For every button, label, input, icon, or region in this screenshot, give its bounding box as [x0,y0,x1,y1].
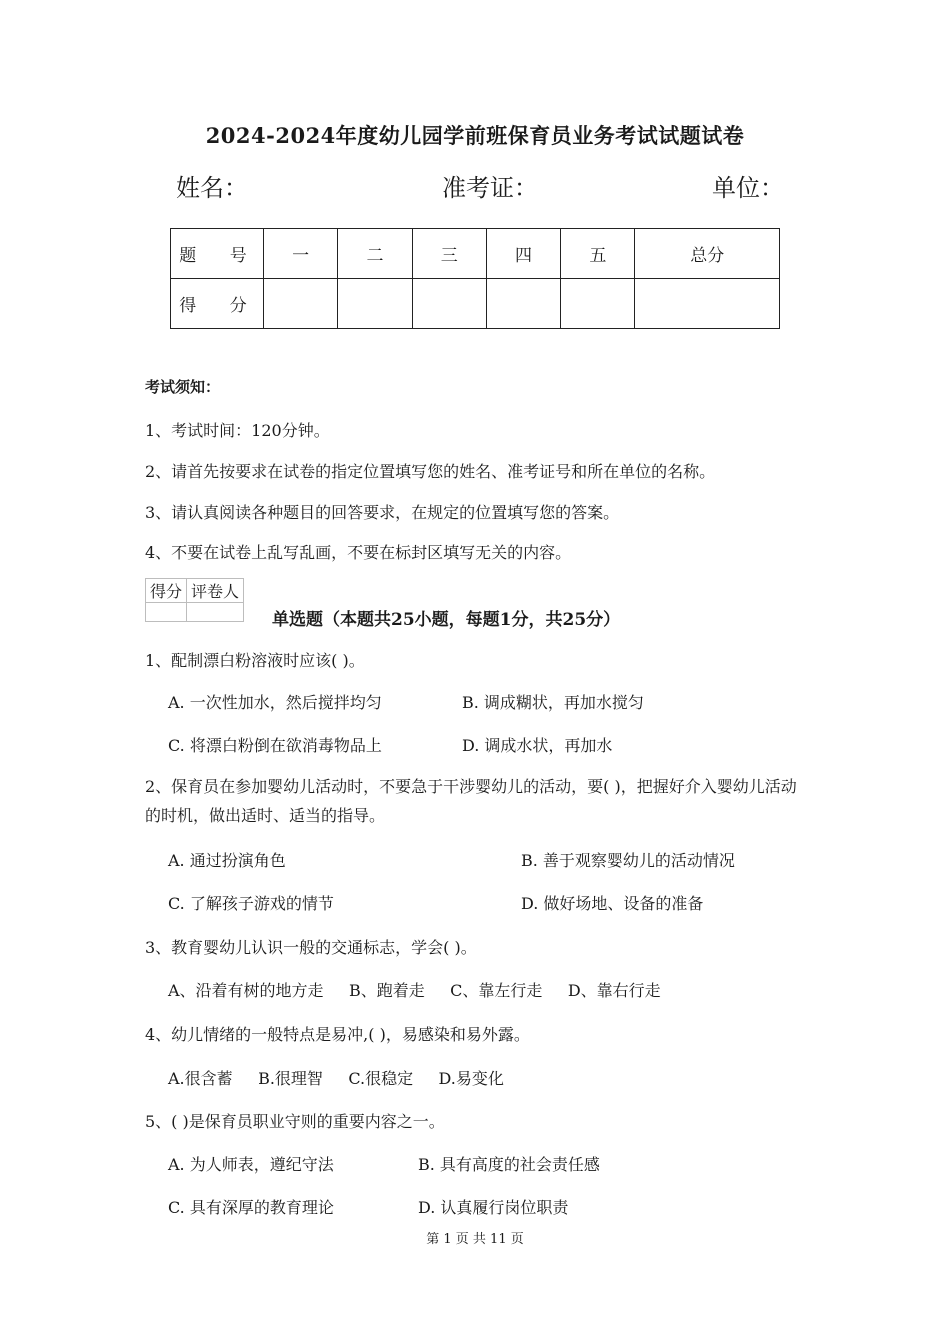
col-header-5: 五 [561,229,635,279]
question-1-option-b[interactable]: B. 调成糊状，再加水搅匀 [462,693,644,712]
score-table-header-row [171,229,780,279]
question-1-option-c[interactable]: C. 将漂白粉倒在欲消毒物品上 [168,736,382,755]
question-5-stem: 5、( )是保育员职业守则的重要内容之一。 [145,1112,445,1131]
notice-heading: 考试须知： [145,378,221,396]
notice-item-1: 1、考试时间：120分钟。 [145,421,330,440]
question-4-stem: 4、幼儿情绪的一般特点是易冲,( )，易感染和易外露。 [145,1025,530,1044]
row-label-question-number: 题 号 [171,229,264,279]
question-3-stem: 3、教育婴幼儿认识一般的交通标志，学会( )。 [145,938,477,957]
notice-item-4: 4、不要在试卷上乱写乱画，不要在标封区填写无关的内容。 [145,543,572,562]
unit-field-label: 单位： [712,174,784,202]
score-cell-total[interactable] [635,279,780,329]
notice-item-3: 3、请认真阅读各种题目的回答要求，在规定的位置填写您的答案。 [145,503,620,522]
question-5-option-c[interactable]: C. 具有深厚的教育理论 [168,1198,334,1217]
question-2-option-c[interactable]: C. 了解孩子游戏的情节 [168,894,334,913]
score-cell-1[interactable] [264,279,338,329]
question-5-option-b[interactable]: B. 具有高度的社会责任感 [418,1155,600,1174]
grader-box [145,578,244,622]
col-header-1: 一 [264,229,338,279]
score-cell-4[interactable] [486,279,560,329]
grader-name-cell[interactable] [187,603,244,622]
exam-number-field-label: 准考证： [442,174,538,202]
question-5-option-d[interactable]: D. 认真履行岗位职责 [418,1198,569,1217]
question-2-stem: 2、保育员在参加婴幼儿活动时，不要急于干涉婴幼儿的活动，要( )，把握好介入婴幼儿活动的时机，做出适时、适当的指导。 [145,777,797,825]
score-cell-3[interactable] [412,279,486,329]
page-footer: 第 1 页 共 11 页 [426,1232,524,1247]
grader-score-label: 得分 [146,579,187,603]
notice-item-2: 2、请首先按要求在试卷的指定位置填写您的姓名、准考证号和所在单位的名称。 [145,462,716,481]
col-header-2: 二 [338,229,412,279]
score-cell-5[interactable] [561,279,635,329]
name-field-label: 姓名： [176,174,248,202]
score-cell-2[interactable] [338,279,412,329]
section-title: 单选题（本题共25小题，每题1分，共25分） [272,610,621,630]
grader-score-cell[interactable] [146,603,187,622]
question-2-option-a[interactable]: A. 通过扮演角色 [168,851,286,870]
row-label-score: 得 分 [171,279,264,329]
score-table [170,228,780,329]
question-4-options[interactable]: A.很含蓄 B.很理智 C.很稳定 D.易变化 [168,1069,504,1088]
question-3-options[interactable]: A、沿着有树的地方走 B、跑着走 C、靠左行走 D、靠右行走 [168,981,661,1000]
question-1-option-d[interactable]: D. 调成水状，再加水 [462,736,613,755]
col-header-total: 总分 [635,229,780,279]
col-header-4: 四 [486,229,560,279]
question-1-stem: 1、配制漂白粉溶液时应该( )。 [145,651,365,670]
question-1-option-a[interactable]: A. 一次性加水，然后搅拌均匀 [168,693,382,712]
score-table-score-row [171,279,780,329]
col-header-3: 三 [412,229,486,279]
grader-name-label: 评卷人 [187,579,244,603]
question-5-option-a[interactable]: A. 为人师表，遵纪守法 [168,1155,334,1174]
question-2-option-b[interactable]: B. 善于观察婴幼儿的活动情况 [521,851,735,870]
question-2-option-d[interactable]: D. 做好场地、设备的准备 [521,894,704,913]
exam-title: 2024-2024年度幼儿园学前班保育员业务考试试题试卷 [205,123,745,148]
